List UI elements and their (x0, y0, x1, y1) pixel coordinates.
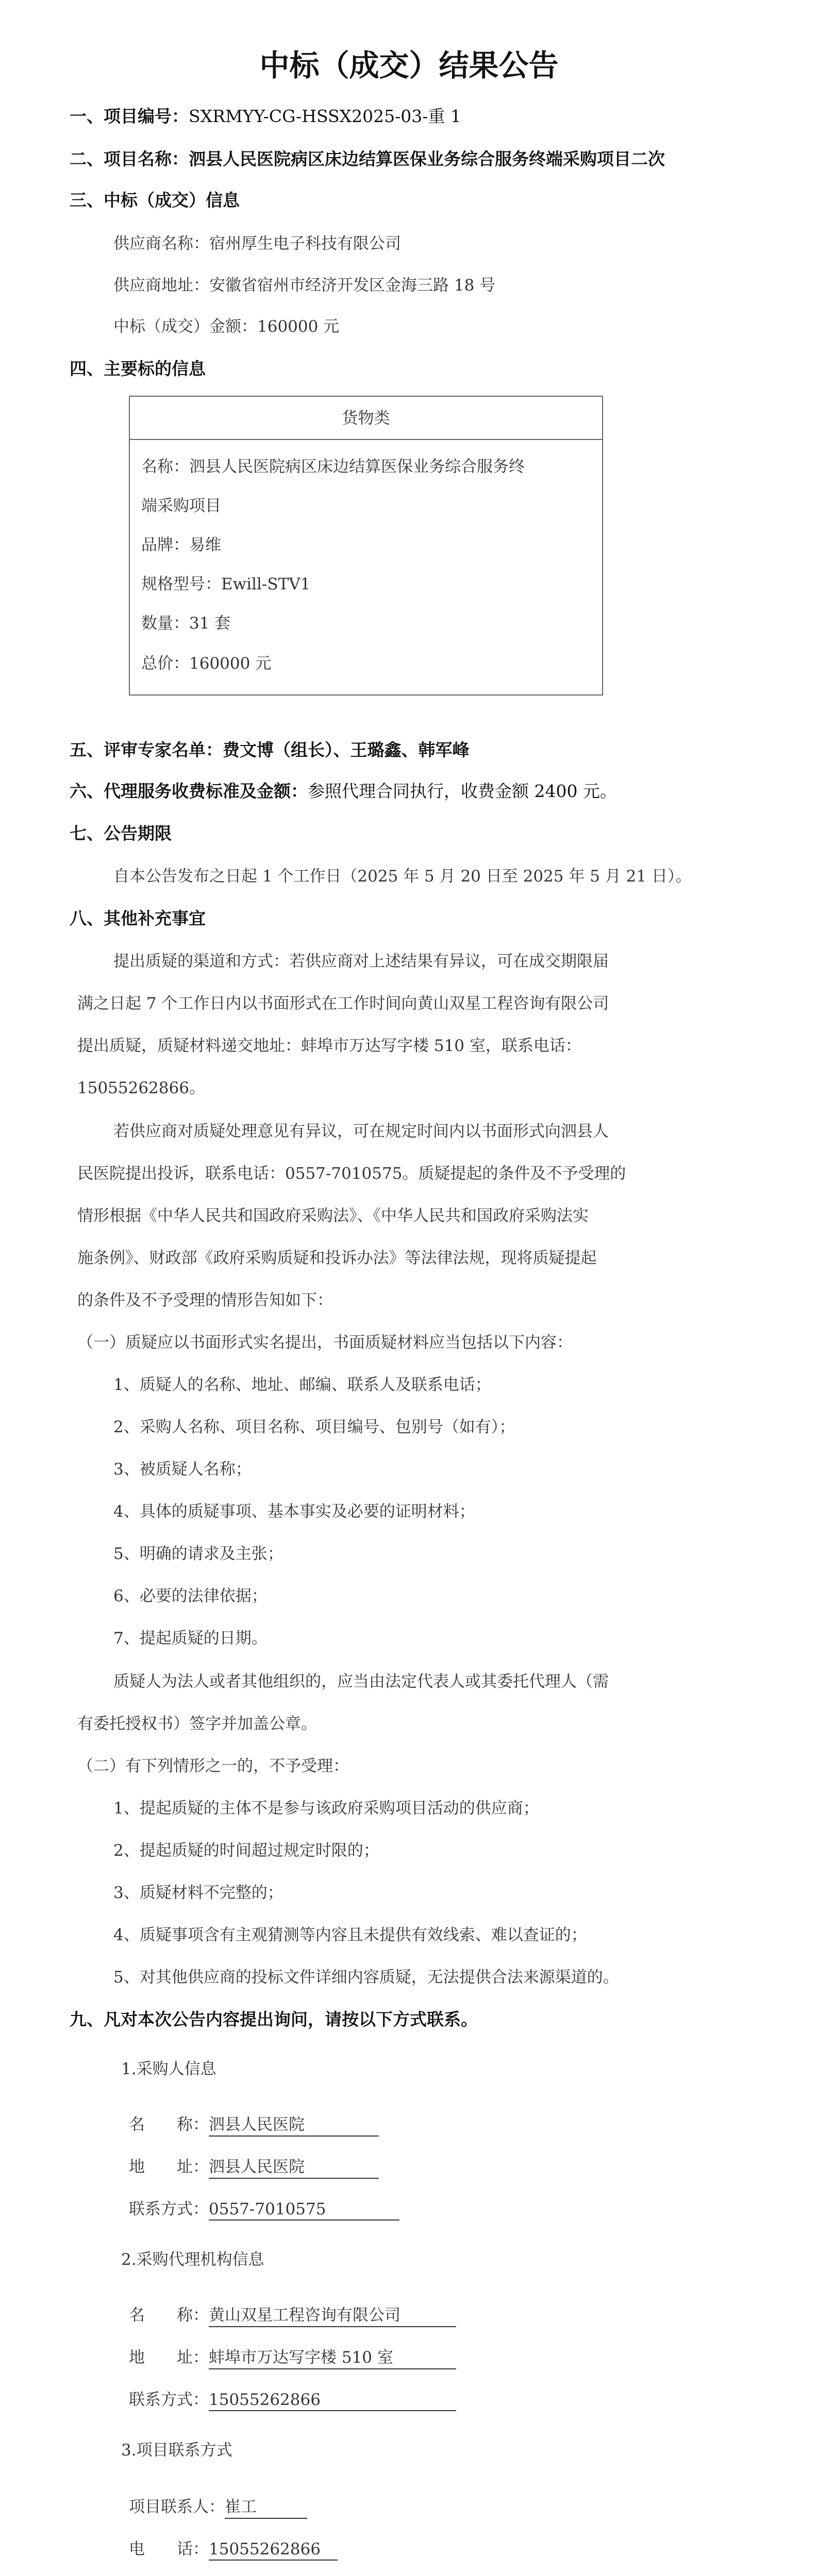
project-number: SXRMYY-CG-HSSX2025-03-重 1 (189, 106, 461, 126)
list-item: 2、采购人名称、项目名称、项目编号、包别号（如有）； (113, 1418, 515, 1436)
para-2-line-4: 施条例》、财政部《政府采购质疑和投诉办法》等法律法规，现将质疑提起 (77, 1249, 597, 1267)
section-label: 二、项目名称： (70, 149, 189, 169)
section-contact: 九、凡对本次公告内容提出询问，请按以下方式联系。 (70, 2009, 478, 2029)
agent-name-row (129, 2302, 456, 2327)
agent-phone-row (129, 2386, 456, 2411)
list-item: 4、具体的质疑事项、基本事实及必要的证明材料； (113, 1502, 475, 1521)
section-label: 一、项目编号： (70, 106, 189, 126)
para-3-line-1: 质疑人为法人或者其他组织的，应当由法定代表人或其委托代理人（需 (113, 1672, 609, 1691)
project-name: 泗县人民医院病区床边结算医保业务综合服务终端采购项目二次 (189, 149, 665, 169)
section-experts: 五、评审专家名单：费文博（组长）、王璐鑫、韩军峰 (70, 740, 470, 760)
buyer-name: 泗县人民医院 (209, 2111, 379, 2137)
buyer-address: 泗县人民医院 (209, 2154, 379, 2179)
agent-info-title: 2.采购代理机构信息 (121, 2250, 264, 2269)
section-agency-fee (70, 778, 617, 802)
list-item: 2、提起质疑的时间超过规定时限的； (113, 1841, 379, 1860)
agent-phone: 15055262866 (209, 2391, 456, 2411)
buyer-phone: 0557-7010575 (209, 2200, 399, 2221)
item-name-line2: 端采购项目 (141, 497, 221, 515)
buyer-name-row (129, 2111, 379, 2137)
section-project-number (70, 103, 461, 127)
contact-info-title: 3.项目联系方式 (121, 2441, 232, 2460)
section-project-name (70, 146, 665, 170)
list-item: 6、必要的法律依据； (113, 1587, 268, 1605)
para-1-line-1: 提出质疑的渠道和方式：若供应商对上述结果有异议，可在成交期限届 (113, 952, 609, 971)
field-label: 地 址： (129, 2348, 209, 2367)
contact-person-row (129, 2494, 307, 2519)
announcement-period: 自本公告发布之日起 1 个工作日（2025 年 5 月 20 日至 2025 年 5 月 21 日）。 (113, 867, 692, 886)
agency-fee: 参照代理合同执行，收费金额 2400 元。 (308, 781, 617, 801)
agent-address: 蚌埠市万达写字楼 510 室 (209, 2344, 456, 2369)
buyer-info-title: 1.采购人信息 (121, 2060, 216, 2078)
agent-address-row (129, 2344, 456, 2369)
section-supplementary: 八、其他补充事宜 (70, 908, 206, 928)
list-item: 4、质疑事项含有主观猜测等内容且未提供有效线索、难以查证的； (113, 1926, 587, 1944)
para-2-line-3: 情形根据《中华人民共和国政府采购法》、《中华人民共和国政府采购法实 (77, 1207, 589, 1225)
para-2-line-1: 若供应商对质疑处理意见有异议，可在规定时间内以书面形式向泗县人 (113, 1122, 609, 1141)
para-1-line-4: 15055262866。 (77, 1079, 205, 1097)
field-label: 名 称： (129, 2115, 209, 2134)
contact-phone: 15055262866 (209, 2540, 338, 2561)
list-item: 3、质疑材料不完整的； (113, 1884, 283, 1902)
list-item: 5、明确的请求及主张； (113, 1545, 283, 1563)
page-title: 中标（成交）结果公告 (259, 48, 559, 83)
buyer-phone-row (129, 2196, 399, 2221)
section-announcement-period: 七、公告期限 (70, 823, 172, 843)
para-1-line-3: 提出质疑，质疑材料递交地址：蚌埠市万达写字楼 510 室，联系电话： (77, 1037, 581, 1055)
para-3-line-2: 有委托授权书）签字并加盖公章。 (77, 1715, 317, 1733)
para-2-line-5: 的条件及不予受理的情形告知如下： (77, 1291, 333, 1310)
list-item: 5、对其他供应商的投标文件详细内容质疑，无法提供合法来源渠道的。 (113, 1968, 619, 1987)
section-award-info: 三、中标（成交）信息 (70, 190, 240, 210)
list-item: 1、质疑人的名称、地址、邮编、联系人及联系电话； (113, 1376, 491, 1394)
item-name-line1: 名称：泗县人民医院病区床边结算医保业务综合服务终 (141, 457, 525, 476)
table-header: 货物类 (130, 397, 602, 440)
contact-person: 崔工 (225, 2494, 307, 2519)
list-item: 7、提起质疑的日期。 (113, 1629, 268, 1648)
item-brand: 品牌：易维 (141, 536, 221, 554)
field-label: 联系方式： (129, 2200, 209, 2218)
supplier-address: 供应商地址：安徽省宿州市经济开发区金海三路 18 号 (113, 276, 496, 295)
field-label: 项目联系人： (129, 2498, 225, 2516)
list-item: 1、提起质疑的主体不是参与该政府采购项目活动的供应商； (113, 1799, 539, 1818)
award-amount: 中标（成交）金额：160000 元 (113, 317, 340, 336)
field-label: 电 话： (129, 2540, 209, 2558)
list-item: 3、被质疑人名称； (113, 1460, 252, 1479)
buyer-address-row (129, 2154, 379, 2179)
supplier-name: 供应商名称：宿州厚生电子科技有限公司 (113, 234, 401, 253)
field-label: 联系方式： (129, 2391, 209, 2409)
item-quantity: 数量：31 套 (141, 614, 231, 633)
para-1-line-2: 满之日起 7 个工作日内以书面形式在工作时间向黄山双星工程咨询有限公司 (77, 994, 609, 1013)
para-2-line-2: 民医院提出投诉，联系电话：0557-7010575。质疑提起的条件及不予受理的 (77, 1164, 626, 1183)
item-model: 规格型号：Ewill-STV1 (141, 575, 311, 594)
field-label: 地 址： (129, 2158, 209, 2176)
items-table (129, 396, 603, 696)
section-main-items: 四、主要标的信息 (70, 359, 206, 379)
agent-name: 黄山双星工程咨询有限公司 (209, 2302, 456, 2327)
section-label: 六、代理服务收费标准及金额： (70, 781, 308, 801)
field-label: 名 称： (129, 2306, 209, 2325)
sub-heading-1: （一）质疑应以书面形式实名提出，书面质疑材料应当包括以下内容： (77, 1333, 573, 1352)
sub-heading-2: （二）有下列情形之一的，不予受理： (77, 1757, 349, 1775)
contact-phone-row (129, 2536, 338, 2561)
item-total: 总价：160000 元 (141, 654, 272, 673)
